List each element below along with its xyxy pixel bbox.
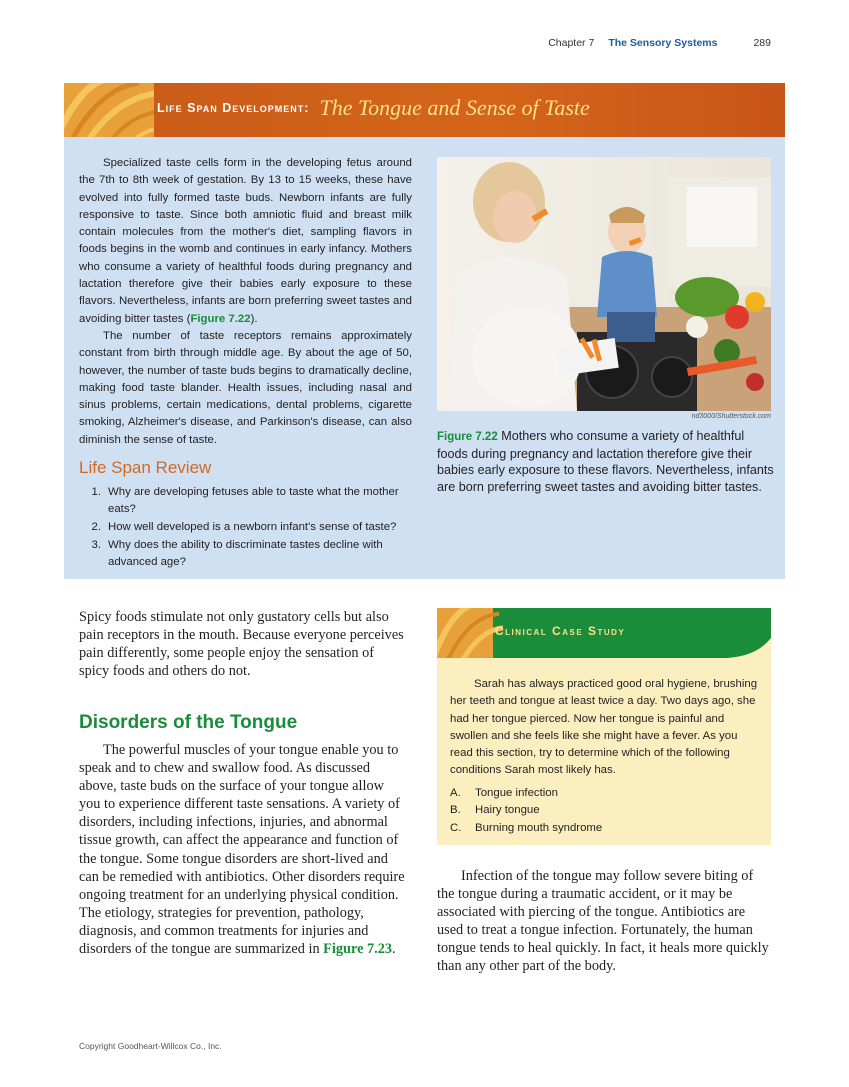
lifespan-text [79,155,412,449]
case-study-text: Sarah has always practiced good oral hygiene, brushing her teeth and tongue at least twice a day. Two days ago, she had her tongue pierced. Now her tongue is painful and swollen and she feels like she might have a fever. As you read this section, try to determine which of the following conditions Sarah most likely has. [450,678,758,777]
page-number: 289 [753,37,771,49]
item-text: Why are developing fetuses able to taste what the mother eats? [108,486,399,515]
list-item [79,519,412,536]
disorders-paragraph [79,741,405,958]
banner-heading [157,95,590,121]
figure-label: Figure 7.22 [437,431,498,443]
list-item [79,537,412,571]
banner-title: The Tongue and Sense of Taste [319,95,590,120]
infection-paragraph: Infection of the tongue may follow severe biting of the tongue during a traumatic accident, or it may be associated with piercing of the tongue. Antibiotics are used to treat a tongue infection. Fortunately, the human tongue tends to heal quickly. In fact, it heals more quickly than any other part of the body. [437,868,769,975]
list-item [450,820,602,837]
item-number: 1. [91,486,101,498]
option-text: Tongue infection [475,787,558,799]
section-title: Disorders of the Tongue [79,712,298,733]
figure-caption [437,428,777,495]
list-item [79,484,412,518]
photo-credit: nd3000/Shutterstock.com [691,413,771,420]
item-number: 2. [91,521,101,533]
review-list [79,484,412,572]
lifespan-paragraph [79,155,412,328]
option-text: Burning mouth syndrome [475,821,603,834]
option-letter: B. [450,804,461,817]
list-item [450,785,602,802]
lifespan-banner [64,83,785,137]
item-number: 3. [91,539,101,551]
lifespan-p1-end: ). [250,312,258,325]
review-heading: Life Span Review [79,458,212,477]
option-letter: C. [450,821,462,834]
banner-label: Life Span Development: [157,101,310,115]
copyright-footer: Copyright Goodheart-Willcox Co., Inc. [79,1041,222,1051]
section-label: The Sensory Systems [608,37,718,49]
item-text: Why does the ability to discriminate tastes decline with advanced age? [108,539,383,568]
lifespan-p1-text: Specialized taste cells form in the developing fetus around the 7th to 8th week of gestation. By 13 to 15 weeks, these have evolved into fully formed taste buds. Newborn infants are fully responsive to taste. Since both amniotic fluid and breast milk contain molecules from the mother's diet, sampling flavors in foods begins in the womb and continues in early infancy. Mothers who consume a variety of healthful foods during pregnancy and lactation therefore give their babies early exposure to these flavors. Nevertheless, infants are born preferring sweet tastes and avoiding bitter tastes ( [79,157,412,325]
list-item [450,802,602,819]
figure-caption-text: Mothers who consume a variety of healthful foods during pregnancy and lactation therefore give their babies early exposure to these flavors. Nevertheless, infants are born preferring sweet tastes and avoiding bitter tastes. [437,429,774,494]
running-header [548,37,771,49]
item-text: How well developed is a newborn infant's sense of taste? [108,521,397,533]
decorative-swirl-icon [64,83,154,137]
mother-child-cooking-image [437,157,771,411]
disorders-text: The powerful muscles of your tongue enable you to speak and to chew and swallow food. As discussed above, taste buds on the surface of your tongue allow you to experience different taste sensations. A variety of disorders, including infections, injuries, and abnormal tissue growth, can affect the appearance and function of the tongue. Some tongue disorders are short-lived and can be remedied with antibiotics. Other disorders require ongoing treatment for an underlying physical condition. The etiology, strategies for prevention, pathology, diagnosis, and common treatments for injuries and disorders of the tongue are summarized in [79,742,405,958]
figure-reference-link[interactable]: Figure 7.22 [190,312,251,325]
chapter-label: Chapter 7 [548,37,595,49]
lifespan-paragraph: The number of taste receptors remains approximately constant from birth through middle age. By about the age of 50, however, the number of taste buds begins to dramatically decline, making food taste blander. Health issues, including nasal and sinus problems, certain medications, dental problems, cigarette smoking, Alzheimer's disease, and Parkinson's disease, can also diminish the sense of taste. [79,329,412,446]
intro-paragraph: Spicy foods stimulate not only gustatory cells but also pain receptors in the mouth. Because everyone perceives pain differently, some people enjoy the sensation of spicy foods and others do not. [79,609,404,680]
disorders-end: . [392,941,396,958]
figure-photo [437,157,771,411]
option-letter: A. [450,787,461,799]
option-text: Hairy tongue [475,804,540,817]
figure-reference-link[interactable]: Figure 7.23 [323,941,393,958]
case-options-list [450,785,602,837]
case-study-title: Clinical Case Study [495,624,626,638]
